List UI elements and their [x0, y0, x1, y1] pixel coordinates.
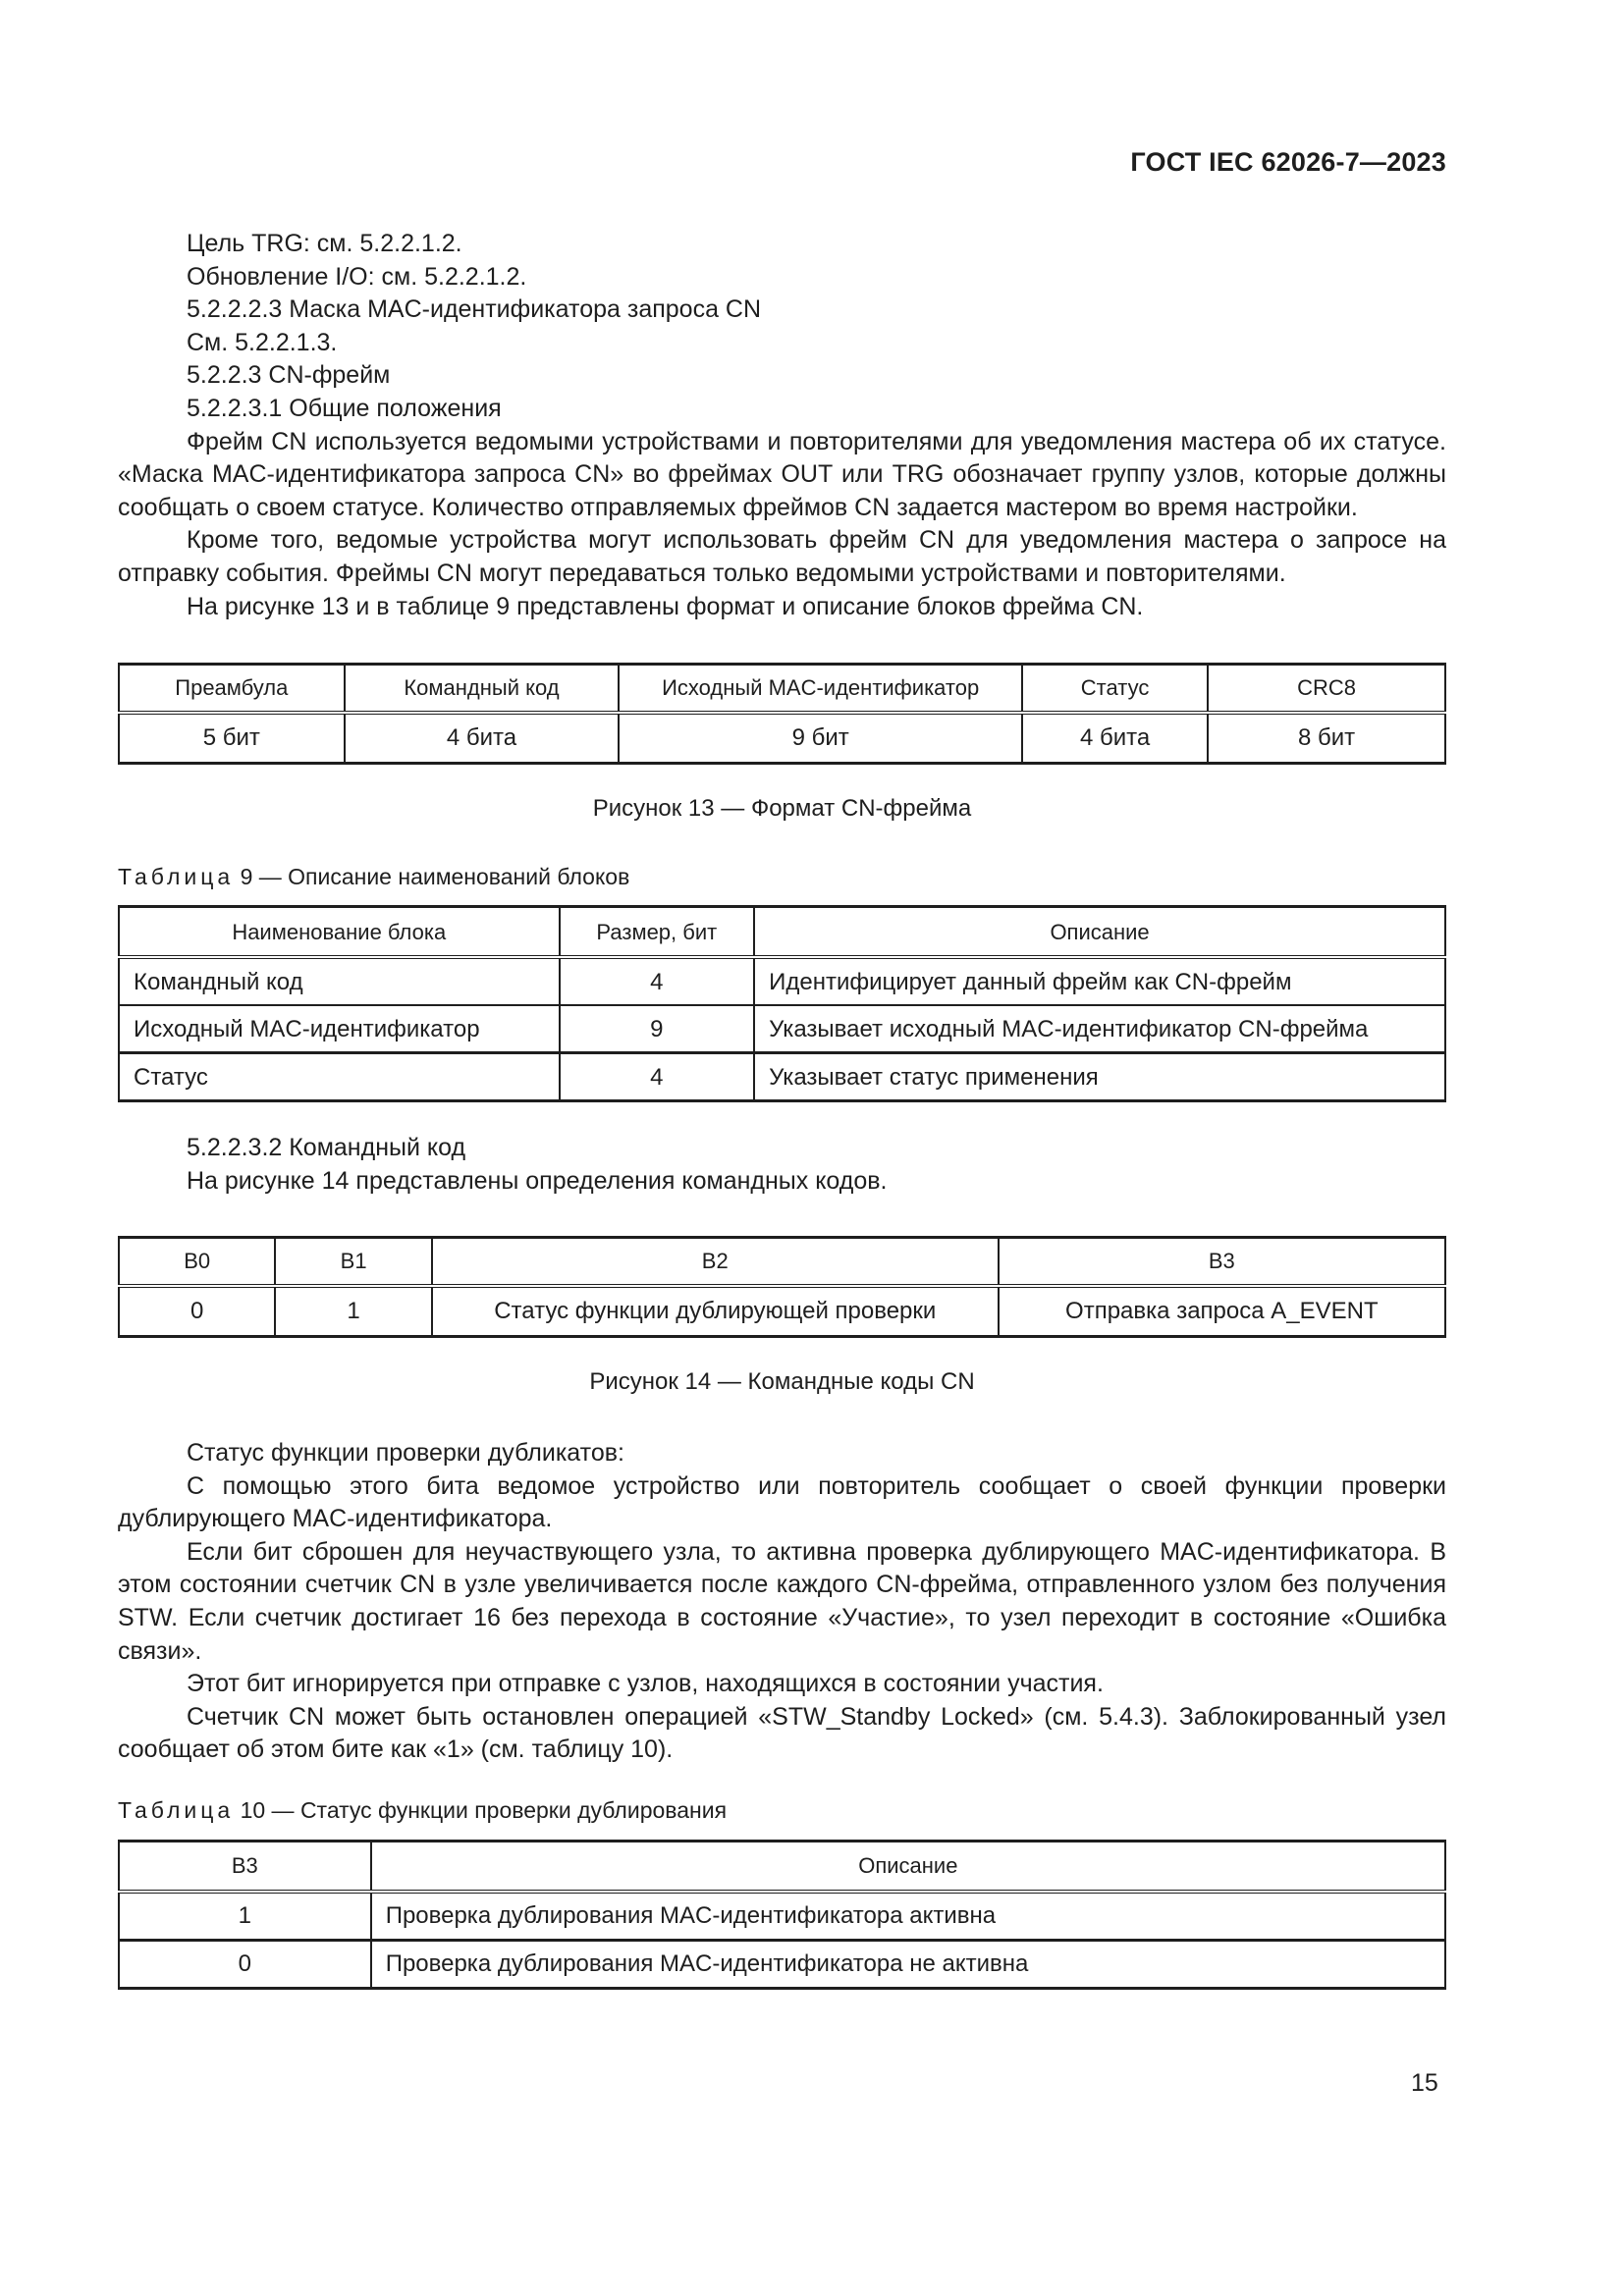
table-9-cell: Статус: [119, 1053, 560, 1101]
table-row: [119, 1940, 1445, 1988]
figure-14-cell: 0: [119, 1286, 275, 1337]
paragraph: На рисунке 14 представлены определения командных кодов.: [187, 1166, 888, 1195]
figure-13-cell: 4 бита: [345, 713, 620, 764]
page-number: 15: [1411, 2069, 1438, 2097]
document-header: ГОСТ IEC 62026-7—2023: [1130, 147, 1446, 177]
table-9-cell: 4: [560, 957, 755, 1005]
table-10-cell: Проверка дублирования MAC-идентификатора не активна: [371, 1940, 1445, 1988]
paragraph: Кроме того, ведомые устройства могут использовать фрейм CN для уведомления мастера о запросе на отправку события. Фреймы CN могут передаваться только ведомыми устройствами и повторителями.: [118, 526, 1446, 587]
table-9-header: Описание: [754, 907, 1445, 958]
figure-13-cell: 4 бита: [1022, 713, 1208, 764]
section-heading: 5.2.2.3 CN-фрейм: [187, 361, 391, 390]
table-9-cell: 4: [560, 1053, 755, 1101]
paragraph: С помощью этого бита ведомое устройство или повторитель сообщает о своей функции проверки дублирующего MAC-идентификатора.: [118, 1471, 1446, 1533]
table-10-cell: 0: [119, 1940, 371, 1988]
table-10-header: Описание: [371, 1841, 1445, 1892]
figure-14-header: B2: [432, 1237, 999, 1286]
figure-14-header: B3: [999, 1237, 1445, 1286]
paragraph: Статус функции проверки дубликатов:: [187, 1439, 624, 1468]
paragraph: На рисунке 13 и в таблице 9 представлены формат и описание блоков фрейма CN.: [187, 592, 1144, 620]
table-row: [119, 1892, 1445, 1941]
table-9-label: Таблица: [118, 863, 235, 889]
intro-line: См. 5.2.2.1.3.: [187, 328, 338, 356]
table-10-cell: 1: [119, 1892, 371, 1941]
page-content: [118, 228, 1446, 1990]
paragraph: Счетчик CN может быть остановлен операцией «STW_Standby Locked» (см. 5.4.3). Заблокированный узел сообщает об этом бите как «1» (см. таблицу 10).: [118, 1702, 1446, 1764]
table-9-cell: Исходный MAC-идентификатор: [119, 1005, 560, 1053]
table-10-header: B3: [119, 1841, 371, 1892]
paragraph: Если бит сброшен для неучаствующего узла, то активна проверка дублирующего MAC-идентификатора. В этом состоянии счетчик CN в узле увеличивается после каждого CN-фрейма, отправленного узлом без получения STW. Если счетчик достигает 16 без перехода в состояние «Участие», то узел переходит в состояние «Ошибка связи».: [118, 1537, 1446, 1665]
table-9-cell: Идентифицирует данный фрейм как CN-фрейм: [754, 957, 1445, 1005]
table-9-title-text: 9 — Описание наименований блоков: [234, 863, 630, 889]
table-9-header: Размер, бит: [560, 907, 755, 958]
table-row: [119, 1053, 1445, 1101]
table-10-title: [118, 1794, 1446, 1828]
figure-14-header: B0: [119, 1237, 275, 1286]
figure-14-cell: Отправка запроса A_EVENT: [999, 1286, 1445, 1337]
table-9-cell: 9: [560, 1005, 755, 1053]
figure-14-table: [118, 1236, 1446, 1338]
figure-13-cell: 9 бит: [619, 713, 1022, 764]
table-9-title: [118, 861, 1446, 894]
table-9-header: Наименование блока: [119, 907, 560, 958]
figure-14-cell: 1: [275, 1286, 431, 1337]
figure-13-cell: 5 бит: [119, 713, 345, 764]
figure-13-caption: Рисунок 13 — Формат CN-фрейма: [592, 795, 972, 823]
paragraph: Этот бит игнорируется при отправке с узлов, находящихся в состоянии участия.: [187, 1670, 1104, 1698]
figure-13-header: Статус: [1022, 665, 1208, 714]
table-9-cell: Командный код: [119, 957, 560, 1005]
section-heading: 5.2.2.2.3 Маска MAC-идентификатора запроса CN: [187, 295, 762, 324]
figure-13-cell: 8 бит: [1208, 713, 1445, 764]
section-heading: 5.2.2.3.1 Общие положения: [187, 394, 502, 422]
table-row: [119, 1005, 1445, 1053]
intro-line: Обновление I/O: см. 5.2.2.1.2.: [187, 262, 527, 291]
paragraph: Фрейм CN используется ведомыми устройствами и повторителями для уведомления мастера об их статусе. «Маска MAC-идентификатора запроса CN» во фреймах OUT или TRG обозначает группу узлов, которые должны сообщать о своем статусе. Количество отправляемых фреймов CN задается мастером во время настройки.: [118, 427, 1446, 521]
table-9: [118, 905, 1446, 1102]
table-row: [119, 957, 1445, 1005]
table-10-title-text: 10 — Статус функции проверки дублирования: [234, 1797, 728, 1824]
intro-line: Цель TRG: см. 5.2.2.1.2.: [187, 230, 462, 257]
table-9-cell: Указывает исходный MAC-идентификатор CN-фрейма: [754, 1005, 1445, 1053]
figure-13-header: Исходный MAC-идентификатор: [619, 665, 1022, 714]
figure-14-cell: Статус функции дублирующей проверки: [432, 1286, 999, 1337]
table-9-cell: Указывает статус применения: [754, 1053, 1445, 1101]
figure-14-caption: Рисунок 14 — Командные коды CN: [589, 1367, 975, 1395]
figure-13-header: CRC8: [1208, 665, 1445, 714]
table-10-label: Таблица: [118, 1797, 235, 1824]
table-10-cell: Проверка дублирования MAC-идентификатора активна: [371, 1892, 1445, 1941]
figure-14-header: B1: [275, 1237, 431, 1286]
figure-13-table: [118, 663, 1446, 765]
figure-13-header: Преамбула: [119, 665, 345, 714]
table-10: [118, 1840, 1446, 1990]
section-heading: 5.2.2.3.2 Командный код: [187, 1134, 466, 1162]
figure-13-header: Командный код: [345, 665, 620, 714]
